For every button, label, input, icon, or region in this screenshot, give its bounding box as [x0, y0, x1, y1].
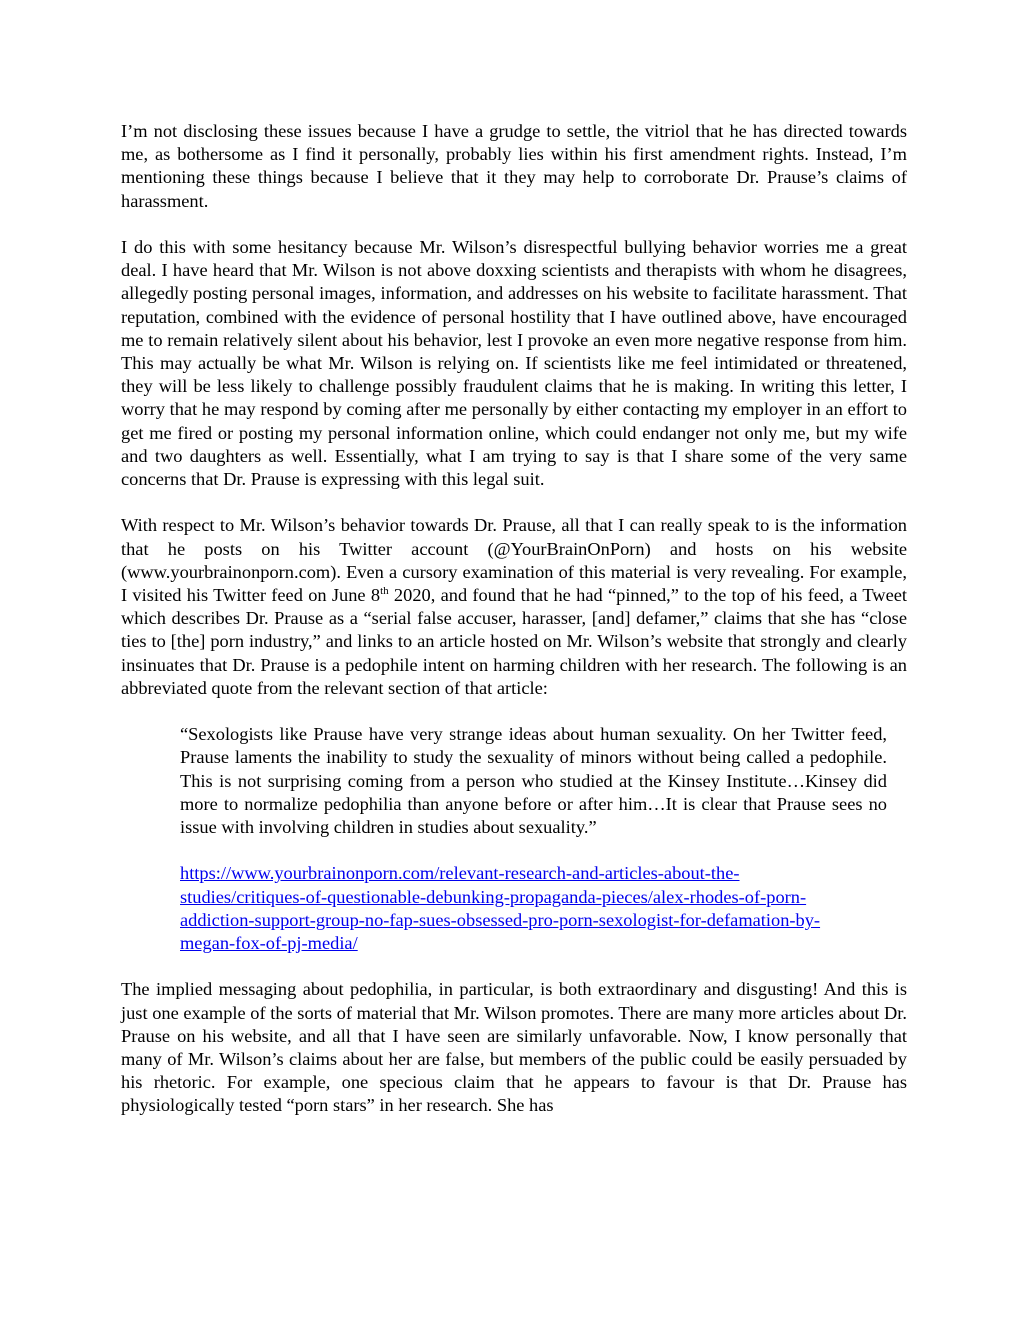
paragraph-twitter-text-b: 2020, and found that he had “pinned,” to the top of his feed, a Tweet which describes Dr. Prause as a “serial false accuser, harasser, [and] defamer,” claims that she has “close ties to [the] porn industry,” and links to an article hosted on Mr. Wilson’s website that strongly and clearly insinuates that Dr. Prause is a pedophile intent on harming children with her research. The following is an abbreviated quote from the relevant section of that article: — [121, 585, 908, 698]
paragraph-hesitancy: I do this with some hesitancy because Mr. Wilson’s disrespectful bullying behavior worries me a great deal. I have heard that Mr. Wilson is not above doxxing scientists and therapists with whom he disagrees, allegedly posting personal images, information, and addresses on his website to facilitate harassment. That reputation, combined with the evidence of personal hostility that I have outlined above, have encouraged me to remain relatively silent about his behavior, lest I provoke an even more negative response from him. This may actually be what Mr. Wilson is relying on. If scientists like me feel intimidated or threatened, they will be less likely to challenge possibly fraudulent claims that he is making. In writing this letter, I worry that he may respond by coming after me personally by either contacting my employer in an effort to get me fired or posting my personal information online, which could endanger not only me, but my wife and two daughters as well. Essentially, what I am trying to say is that I share some of the very same concerns that Dr. Prause is expressing with this legal suit. — [121, 237, 907, 490]
ordinal-suffix: th — [380, 584, 389, 597]
article-link[interactable] — [180, 862, 887, 955]
article-link-line-2[interactable]: studies/critiques-of-questionable-debunking-propaganda-pieces/alex-rhodes-of-porn- — [180, 886, 807, 907]
article-link-line-1[interactable]: https://www.yourbrainonporn.com/relevant-research-and-articles-about-the- — [180, 863, 740, 884]
paragraph-implied-messaging: The implied messaging about pedophilia, in particular, is both extraordinary and disgusting! And this is just one example of the sorts of material that Mr. Wilson promotes. There are many more articles about Dr. Prause on his website, and all that I have seen are similarly unfavorable. Now, I know personally that many of Mr. Wilson’s claims about her are false, but members of the public could be easily persuaded by his rhetoric. For example, one specious claim that he appears to favour is that Dr. Prause has physiologically tested “porn stars” in her research. She has — [121, 979, 907, 1116]
article-quote-block — [121, 723, 907, 955]
letter-body — [121, 120, 907, 1141]
article-link-line-4[interactable]: megan-fox-of-pj-media/ — [180, 933, 358, 954]
paragraph-grudge: I’m not disclosing these issues because I have a grudge to settle, the vitriol that he has directed towards me, as bothersome as I find it personally, probably lies within his first amendment rights. Instead, I’m mentioning these things because I believe that it they may help to corroborate Dr. Prause’s claims of harassment. — [121, 121, 907, 211]
article-link-line-3[interactable]: addiction-support-group-no-fap-sues-obsessed-pro-porn-sexologist-for-defamation-by- — [180, 909, 821, 930]
paragraph-twitter-text-a: With respect to Mr. Wilson’s behavior towards Dr. Prause, all that I can really speak to is the information that he posts on his Twitter account (@YourBrainOnPorn) and hosts on his website (www.yourbrainonporn.com). Even a cursory examination of this material is very revealing. For example, I visited his Twitter feed on June 8 — [121, 515, 907, 606]
block-quote: “Sexologists like Prause have very strange ideas about human sexuality. On her Twitter feed, Prause laments the inability to study the sexuality of minors without being called a pedophile. This is not surprising coming from a person who studied at the Kinsey Institute…Kinsey did more to normalize pedophilia than anyone before or after him…It is clear that Prause sees no issue with involving children in studies about sexuality.” — [180, 724, 887, 838]
paragraph-twitter-behavior — [121, 514, 907, 700]
